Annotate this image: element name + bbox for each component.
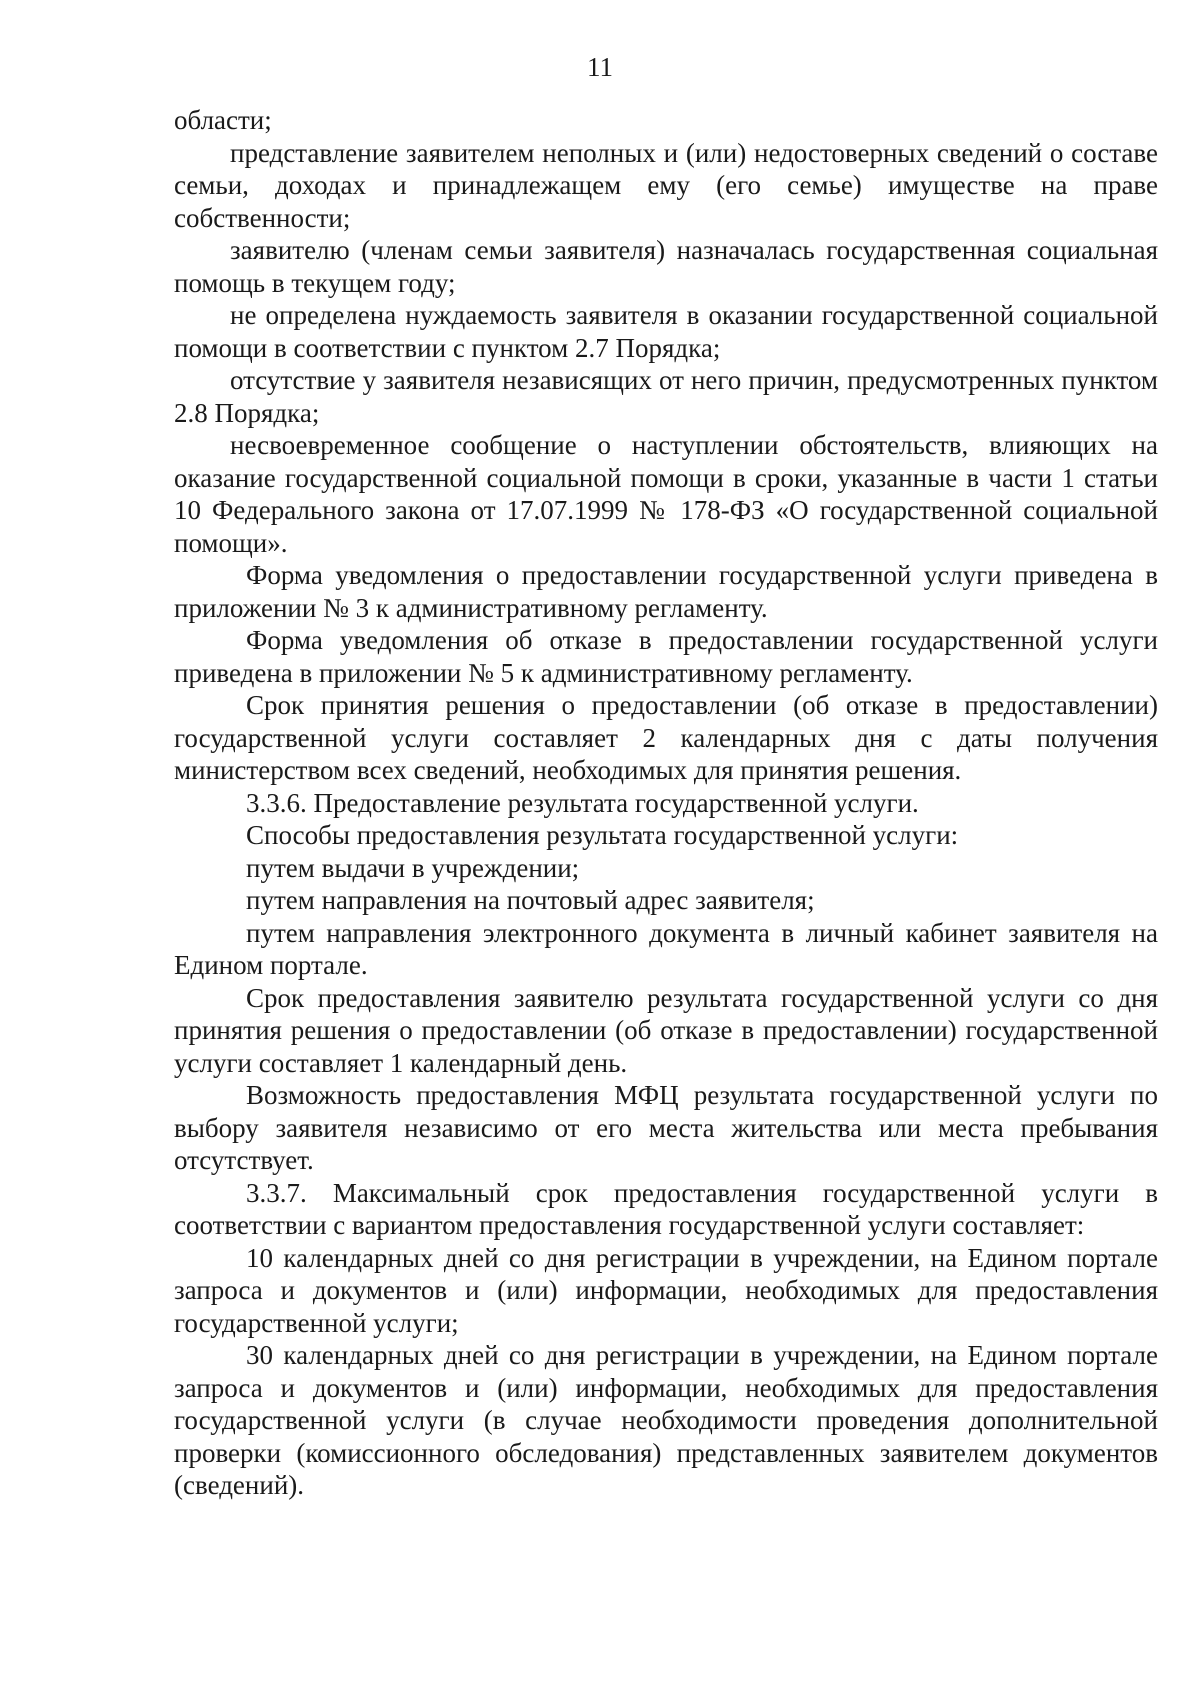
paragraph: представление заявителем неполных и (или) недостоверных сведений о составе семьи, доходах и принадлежащем ему (его семье) имуществе на праве собственности; <box>174 137 1158 233</box>
paragraph: Форма уведомления о предоставлении государственной услуги приведена в приложении № 3 к административному регламенту. <box>174 560 1158 623</box>
paragraph: 3.3.7. Максимальный срок предоставления государственной услуги в соответствии с вариантом предоставления государственной услуги составляет: <box>174 1177 1158 1240</box>
paragraph: путем выдачи в учреждении; <box>246 852 580 883</box>
paragraph: путем направления электронного документа в личный кабинет заявителя на Едином портале. <box>174 917 1158 980</box>
page-number: 11 <box>587 52 613 82</box>
paragraph: Возможность предоставления МФЦ результата государственной услуги по выбору заявителя независимо от его места жительства или места пребывания отсутствует. <box>174 1080 1158 1175</box>
paragraph: Способы предоставления результата государственной услуги: <box>246 820 959 850</box>
paragraph: отсутствие у заявителя независящих от него причин, предусмотренных пунктом 2.8 Порядка; <box>174 365 1158 428</box>
paragraph: путем направления на почтовый адрес заявителя; <box>246 885 815 915</box>
paragraph: 30 календарных дней со дня регистрации в учреждении, на Едином портале запроса и документов и (или) информации, необходимых для предоставления государственной услуги (в случае необходимости проведения дополнительной проверки (комиссионного обследования) представленных заявителем документов (сведений). <box>174 1340 1158 1500</box>
paragraph: 10 календарных дней со дня регистрации в учреждении, на Едином портале запроса и документов и (или) информации, необходимых для предоставления государственной услуги; <box>174 1242 1158 1338</box>
paragraph: 3.3.6. Предоставление результата государственной услуги. <box>246 787 919 818</box>
paragraph: Срок принятия решения о предоставлении (об отказе в предоставлении) государственной услуги составляет 2 календарных дня с даты получения министерством всех сведений, необходимых для принятия решения. <box>174 690 1158 785</box>
paragraph: Форма уведомления об отказе в предоставлении государственной услуги приведена в приложении № 5 к административному регламенту. <box>174 625 1158 688</box>
document-body <box>174 104 1158 1502</box>
paragraph: не определена нуждаемость заявителя в оказании государственной социальной помощи в соответствии с пунктом 2.7 Порядка; <box>174 300 1158 363</box>
paragraph: несвоевременное сообщение о наступлении обстоятельств, влияющих на оказание государственной социальной помощи в сроки, указанные в части 1 статьи 10 Федерального закона от 17.07.1999 № 178-ФЗ «О государственной социальной помощи». <box>174 430 1158 558</box>
paragraph: Срок предоставления заявителю результата государственной услуги со дня принятия решения о предоставлении (об отказе в предоставлении) государственной услуги составляет 1 календарный день. <box>174 982 1158 1078</box>
paragraph: области; <box>174 105 272 135</box>
paragraph: заявителю (членам семьи заявителя) назначалась государственная социальная помощь в текущем году; <box>174 235 1158 298</box>
